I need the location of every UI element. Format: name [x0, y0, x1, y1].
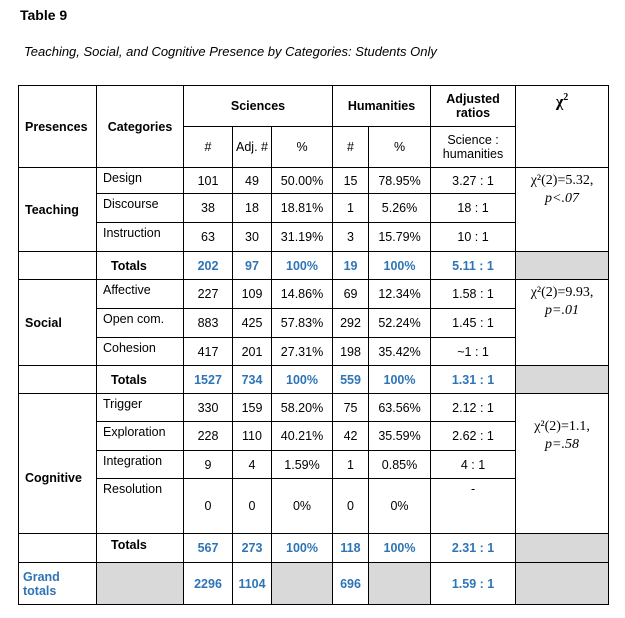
cell: 0% — [272, 479, 333, 534]
cell: 1.45 : 1 — [431, 309, 516, 338]
cell: 69 — [333, 280, 369, 309]
shaded-cell — [516, 366, 609, 394]
cell: 3.27 : 1 — [431, 168, 516, 194]
cell: 1.59% — [272, 451, 333, 479]
cell: 57.83% — [272, 309, 333, 338]
grand-totals-label: Grand totals — [19, 563, 97, 605]
total-cell: 118 — [333, 534, 369, 563]
cell: 330 — [184, 394, 233, 422]
group-teaching: Teaching — [19, 168, 97, 252]
header-hum-count: # — [333, 127, 369, 168]
header-categories: Categories — [97, 86, 184, 168]
cell: 52.24% — [369, 309, 431, 338]
cell: 10 : 1 — [431, 223, 516, 252]
cell: 101 — [184, 168, 233, 194]
cell: 0 — [233, 479, 272, 534]
total-cell: 2.31 : 1 — [431, 534, 516, 563]
cell: 227 — [184, 280, 233, 309]
cell: 0 — [333, 479, 369, 534]
chi-square-cognitive — [516, 394, 609, 534]
category-resolution: Resolution — [97, 479, 184, 534]
totals-label: Totals — [97, 534, 184, 563]
cell: 75 — [333, 394, 369, 422]
cell: 0 — [184, 479, 233, 534]
cell: 30 — [233, 223, 272, 252]
chi-value: χ²(2)=5.32, — [530, 173, 594, 188]
cell: 63 — [184, 223, 233, 252]
header-hum-pct: % — [369, 127, 431, 168]
shaded-cell — [97, 563, 184, 605]
cell: 58.20% — [272, 394, 333, 422]
total-cell: 567 — [184, 534, 233, 563]
cell: 63.56% — [369, 394, 431, 422]
cell: 110 — [233, 422, 272, 451]
chi-square-teaching — [516, 168, 609, 252]
cell: 78.95% — [369, 168, 431, 194]
cell: 35.59% — [369, 422, 431, 451]
cell: 42 — [333, 422, 369, 451]
header-sciences: Sciences — [184, 86, 333, 127]
total-cell: 100% — [272, 252, 333, 280]
shaded-cell — [516, 534, 609, 563]
category-open-com: Open com. — [97, 309, 184, 338]
group-spacer — [19, 366, 97, 394]
cell: 38 — [184, 194, 233, 223]
cell: 35.42% — [369, 338, 431, 366]
header-humanities: Humanities — [333, 86, 431, 127]
cell: 1 — [333, 451, 369, 479]
cell: 14.86% — [272, 280, 333, 309]
cell: 31.19% — [272, 223, 333, 252]
shaded-cell — [369, 563, 431, 605]
cell: 0.85% — [369, 451, 431, 479]
total-cell: 100% — [272, 534, 333, 563]
category-design: Design — [97, 168, 184, 194]
grand-total-cell: 1.59 : 1 — [431, 563, 516, 605]
category-affective: Affective — [97, 280, 184, 309]
category-cohesion: Cohesion — [97, 338, 184, 366]
p-value: p=.58 — [545, 437, 579, 452]
header-adjusted-ratios: Adjusted ratios — [431, 86, 516, 127]
total-cell: 100% — [272, 366, 333, 394]
cell: 0% — [369, 479, 431, 534]
cell: 2.62 : 1 — [431, 422, 516, 451]
category-trigger: Trigger — [97, 394, 184, 422]
cell: 201 — [233, 338, 272, 366]
total-cell: 734 — [233, 366, 272, 394]
total-cell: 19 — [333, 252, 369, 280]
table-caption: Teaching, Social, and Cognitive Presence by Categories: Students Only — [24, 44, 437, 59]
category-exploration: Exploration — [97, 422, 184, 451]
category-discourse: Discourse — [97, 194, 184, 223]
shaded-cell — [516, 563, 609, 605]
chi-square-social — [516, 280, 609, 366]
cell: 1 — [333, 194, 369, 223]
chi-value: χ²(2)=1.1, — [534, 419, 590, 434]
totals-label: Totals — [97, 366, 184, 394]
header-sci-adj-count: Adj. # — [233, 127, 272, 168]
category-integration: Integration — [97, 451, 184, 479]
header-sci-count: # — [184, 127, 233, 168]
cell: ~1 : 1 — [431, 338, 516, 366]
cell: 49 — [233, 168, 272, 194]
total-cell: 1527 — [184, 366, 233, 394]
cell: 198 — [333, 338, 369, 366]
cell: 883 — [184, 309, 233, 338]
totals-label: Totals — [97, 252, 184, 280]
cell: 292 — [333, 309, 369, 338]
cell: 50.00% — [272, 168, 333, 194]
cell: 4 — [233, 451, 272, 479]
group-cognitive: Cognitive — [19, 394, 97, 534]
group-spacer — [19, 534, 97, 563]
total-cell: 97 — [233, 252, 272, 280]
cell: 109 — [233, 280, 272, 309]
p-value: p=.01 — [545, 303, 579, 318]
cell: 228 — [184, 422, 233, 451]
total-cell: 100% — [369, 366, 431, 394]
cell: 40.21% — [272, 422, 333, 451]
grand-total-cell: 2296 — [184, 563, 233, 605]
total-cell: 202 — [184, 252, 233, 280]
header-chi-square: $\chi^2$ — [516, 86, 609, 168]
total-cell: 100% — [369, 534, 431, 563]
table-label: Table 9 — [20, 7, 68, 23]
cell: 18 : 1 — [431, 194, 516, 223]
shaded-cell — [272, 563, 333, 605]
grand-total-cell: 1104 — [233, 563, 272, 605]
chi-value: χ²(2)=9.93, — [530, 285, 594, 300]
cell: 5.26% — [369, 194, 431, 223]
cell: 159 — [233, 394, 272, 422]
total-cell: 273 — [233, 534, 272, 563]
grand-total-cell: 696 — [333, 563, 369, 605]
group-spacer — [19, 252, 97, 280]
cell: 2.12 : 1 — [431, 394, 516, 422]
cell: 15.79% — [369, 223, 431, 252]
category-instruction: Instruction — [97, 223, 184, 252]
group-social: Social — [19, 280, 97, 366]
cell: 417 — [184, 338, 233, 366]
header-sci-pct: % — [272, 127, 333, 168]
cell: 12.34% — [369, 280, 431, 309]
cell: 425 — [233, 309, 272, 338]
cell: 9 — [184, 451, 233, 479]
header-science-humanities: Science : humanities — [431, 127, 516, 168]
cell: 18.81% — [272, 194, 333, 223]
p-value: p<.07 — [545, 191, 579, 206]
cell: 3 — [333, 223, 369, 252]
header-presences: Presences — [19, 86, 97, 168]
total-cell: 5.11 : 1 — [431, 252, 516, 280]
total-cell: 559 — [333, 366, 369, 394]
total-cell: 100% — [369, 252, 431, 280]
cell: 27.31% — [272, 338, 333, 366]
total-cell: 1.31 : 1 — [431, 366, 516, 394]
shaded-cell — [516, 252, 609, 280]
cell: 15 — [333, 168, 369, 194]
cell: - — [431, 479, 516, 534]
cell: 1.58 : 1 — [431, 280, 516, 309]
cell: 18 — [233, 194, 272, 223]
cell: 4 : 1 — [431, 451, 516, 479]
presence-table — [18, 85, 609, 605]
